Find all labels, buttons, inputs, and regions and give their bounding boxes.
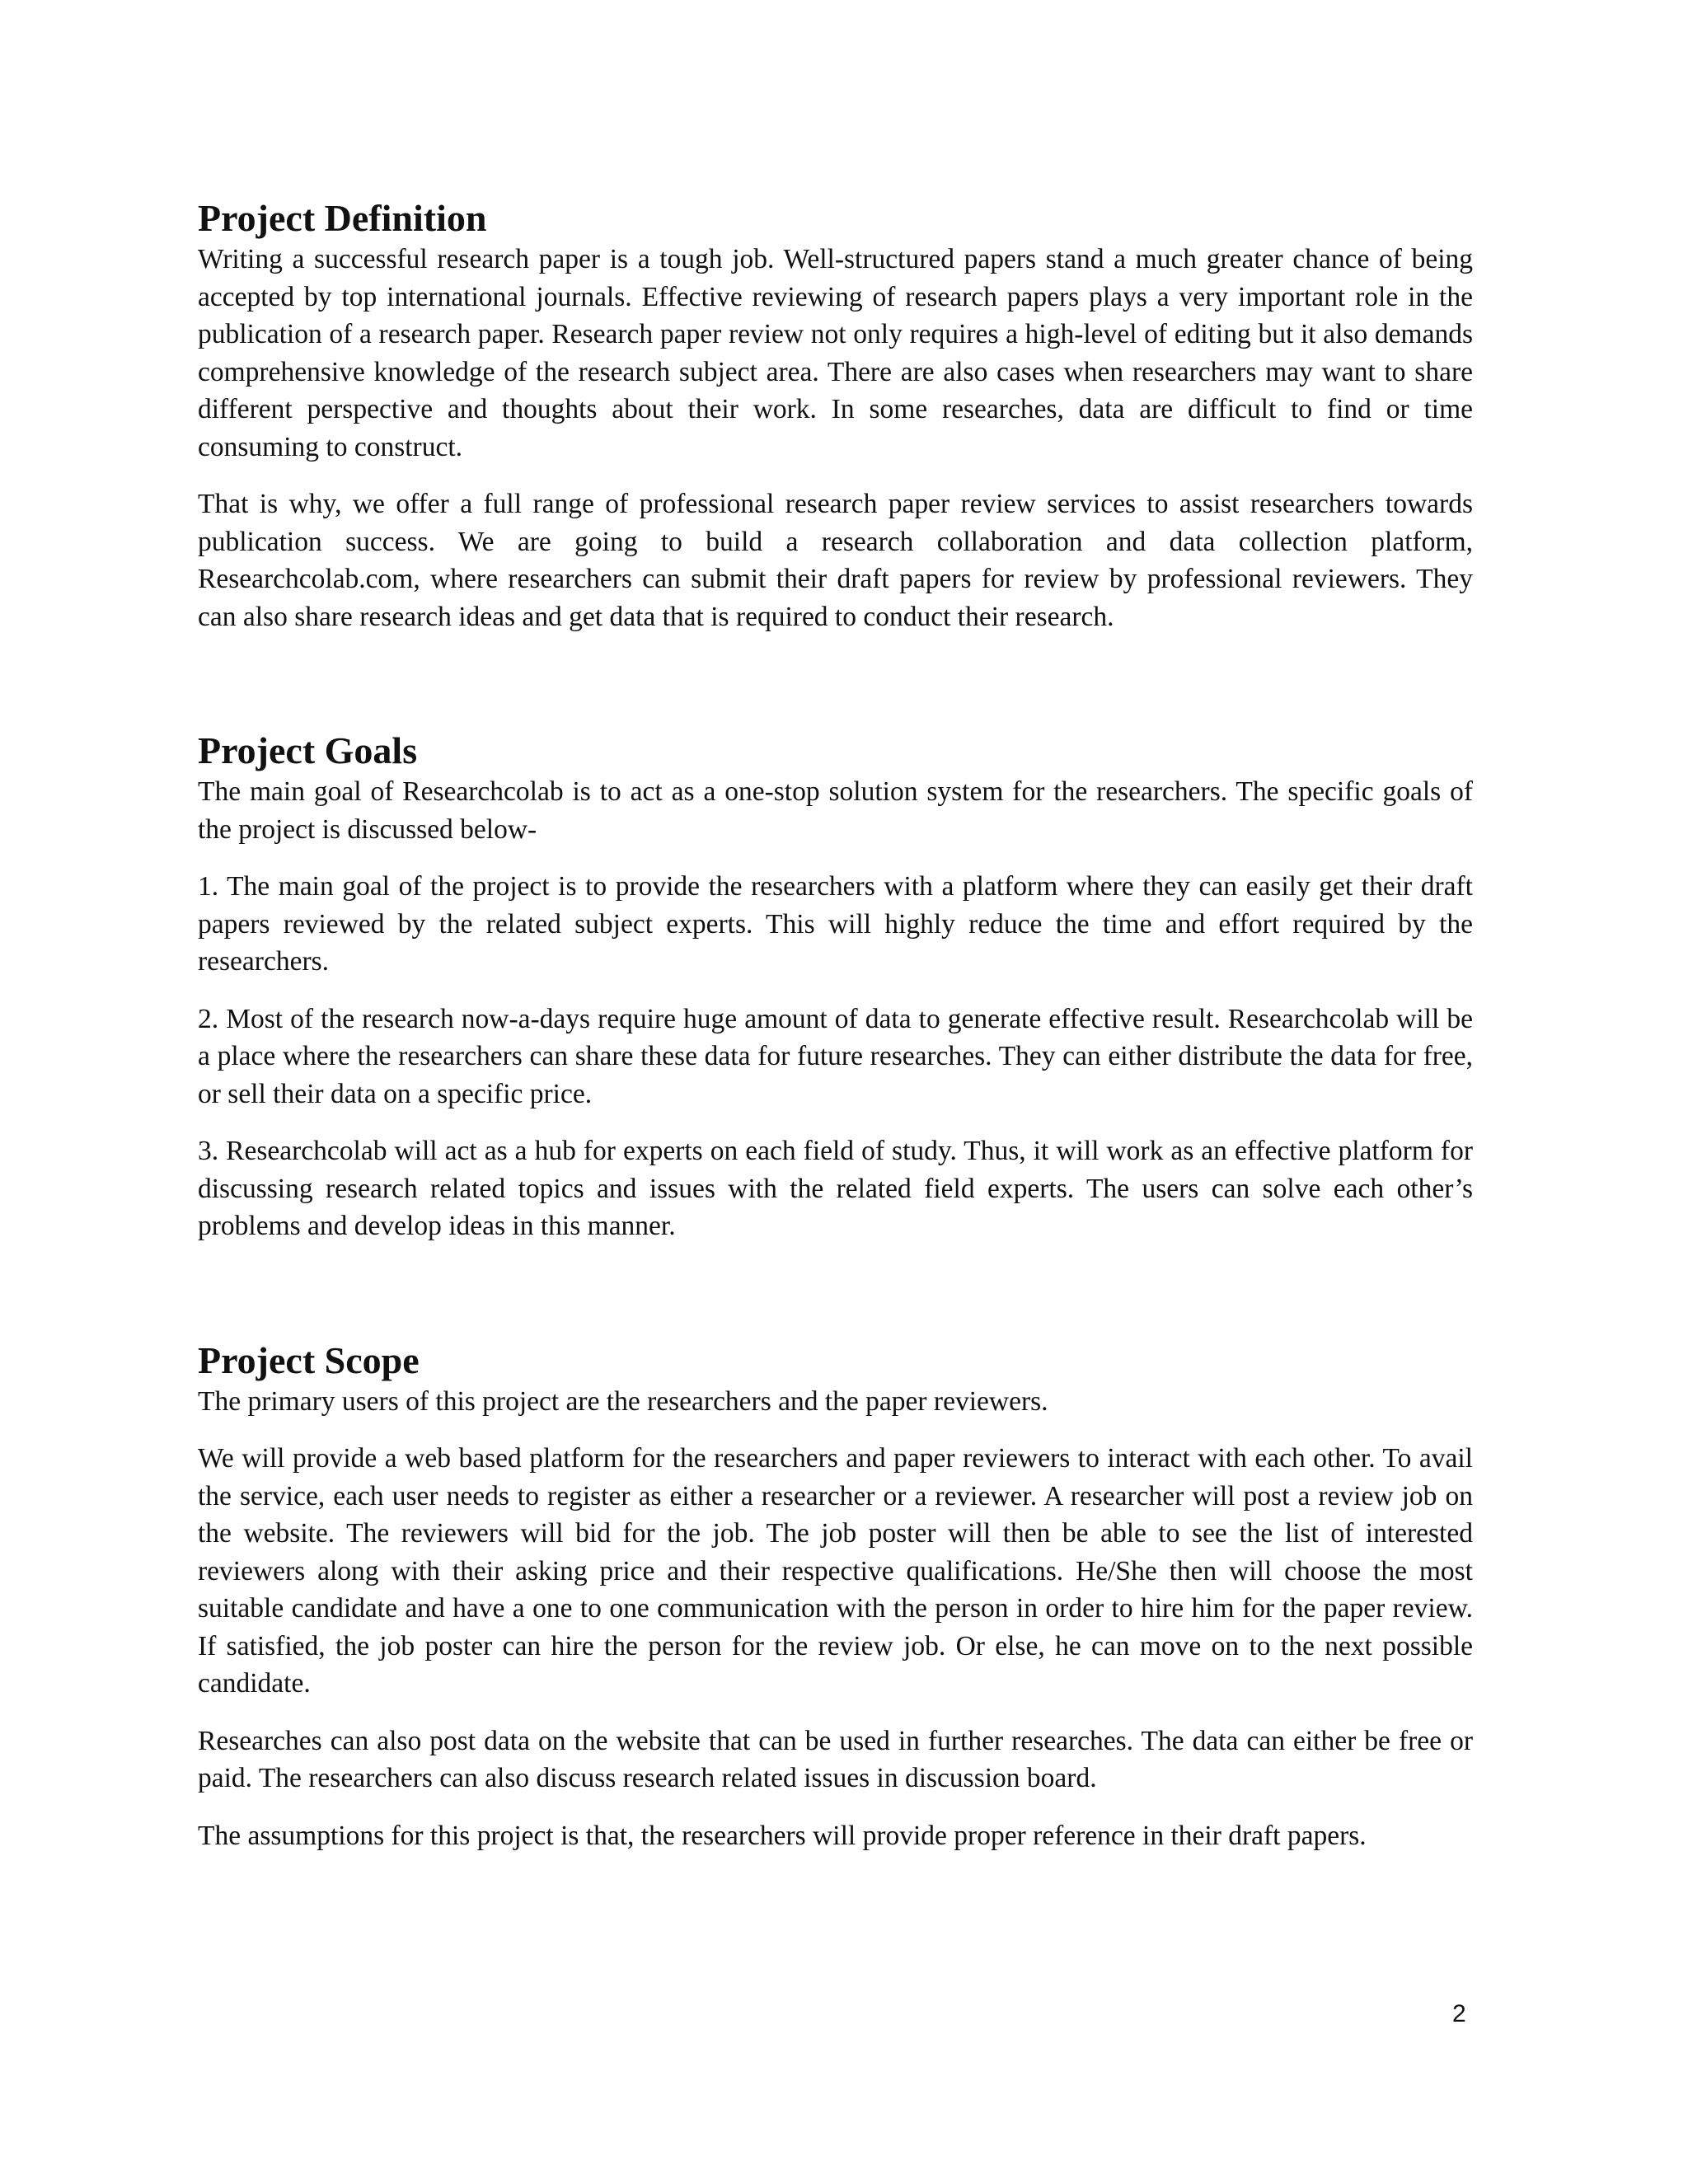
- section-title-project-definition: Project Definition: [198, 197, 487, 239]
- page-content: [198, 196, 1473, 1854]
- section-title-project-scope: Project Scope: [198, 1338, 420, 1381]
- paragraph: 1. The main goal of the project is to provide the researchers with a platform where they can easily get their draft papers reviewed by the related subject experts. This will highly reduce the time and effort required by the researchers.: [198, 871, 1473, 977]
- section-project-scope: [198, 1338, 1473, 1855]
- page-number: 2: [1452, 2000, 1466, 2027]
- paragraph: 2. Most of the research now-a-days require huge amount of data to generate effective result. Researchcolab will be a place where the researchers can share these data for future researches. They can either distribute the data for free, or sell their data on a specific price.: [198, 1003, 1473, 1109]
- section-title-project-goals: Project Goals: [198, 729, 418, 771]
- section-project-definition: [198, 196, 1473, 635]
- paragraph: We will provide a web based platform for the researchers and paper reviewers to interact with each other. To avail the service, each user needs to register as either a researcher or a reviewer. A researcher will post a review job on the website. The reviewers will bid for the job. The job poster will then be able to see the list of interested reviewers along with their asking price and their respective qualifications. He/She then will choose the most suitable candidate and have a one to one communication with the person in order to hire him for the paper review. If satisfied, the job poster can hire the person for the review job. Or else, he can move on to the next possible candidate.: [198, 1443, 1473, 1699]
- paragraph: The assumptions for this project is that, the researchers will provide proper reference in their draft papers.: [198, 1820, 1367, 1851]
- paragraph: 3. Researchcolab will act as a hub for experts on each field of study. Thus, it will work as an effective platform for discussing research related topics and issues with the related field experts. The users can solve each other’s problems and develop ideas in this manner.: [198, 1136, 1473, 1241]
- paragraph: That is why, we offer a full range of professional research paper review services to assist researchers towards publication success. We are going to build a research collaboration and data collection platform, Researchcolab.com, where researchers can submit their draft papers for review by professional reviewers. They can also share research ideas and get data that is required to conduct their research.: [198, 489, 1473, 632]
- paragraph: The main goal of Researchcolab is to act as a one-stop solution system for the researchers. The specific goals of the project is discussed below-: [198, 776, 1473, 845]
- paragraph: Researches can also post data on the website that can be used in further researches. The data can either be free or paid. The researchers can also discuss research related issues in discussion board.: [198, 1725, 1473, 1793]
- paragraph: The primary users of this project are the researchers and the paper reviewers.: [198, 1385, 1048, 1417]
- section-project-goals: [198, 729, 1473, 1245]
- paragraph: Writing a successful research paper is a tough job. Well-structured papers stand a much greater chance of being accepted by top international journals. Effective reviewing of research papers plays a very important role in the publication of a research paper. Research paper review not only requires a high-level of editing but it also demands comprehensive knowledge of the research subject area. There are also cases when researchers may want to share different perspective and thoughts about their work. In some researches, data are difficult to find or time consuming to construct.: [198, 244, 1473, 462]
